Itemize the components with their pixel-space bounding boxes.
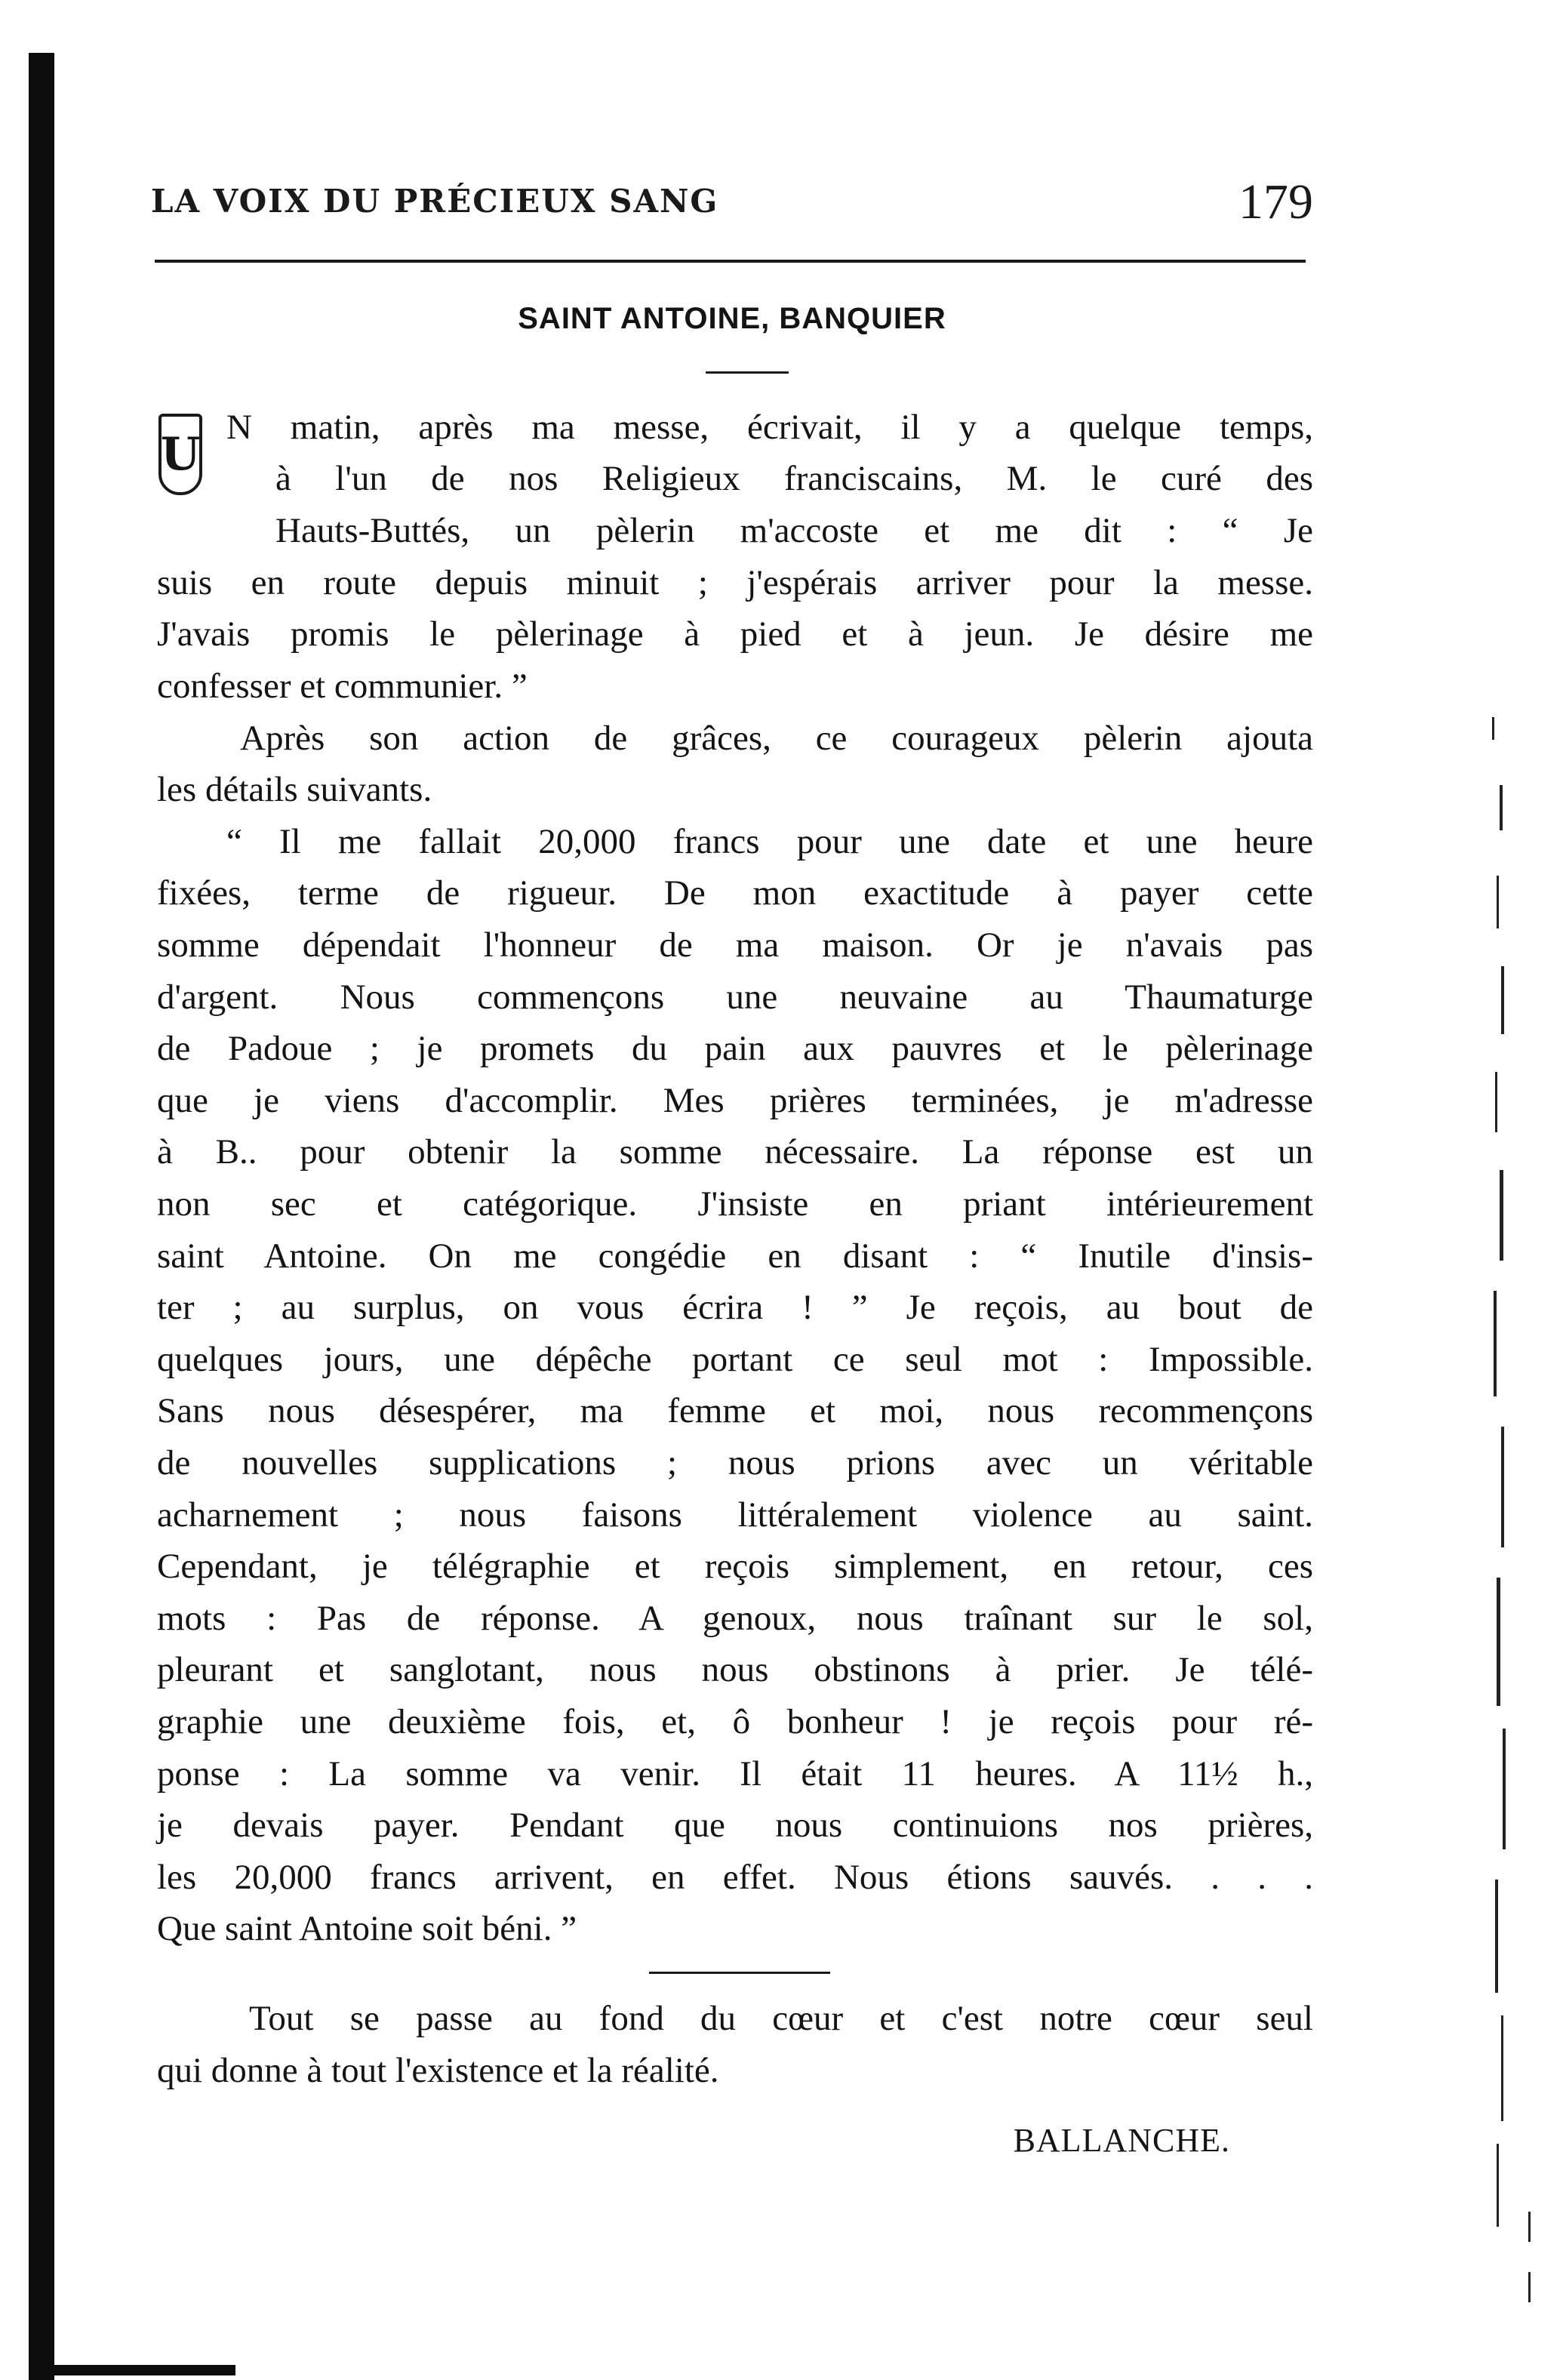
text-line: graphie une deuxième fois, et, ô bonheur ! je reçois pour ré- (157, 1702, 1313, 1741)
text-line: confesser et communier. ” (157, 667, 528, 706)
quote-author: BALLANCHE. (1013, 2122, 1230, 2159)
page-number: 179 (1238, 174, 1313, 229)
text-line: pleurant et sanglotant, nous nous obstinons à prier. Je télé- (157, 1650, 1313, 1689)
text-line: N matin, après ma messe, écrivait, il y a quelque temps, (226, 408, 1313, 447)
text-line: que je viens d'accomplir. Mes prières terminées, je m'adresse (157, 1081, 1313, 1120)
text-line: fixées, terme de rigueur. De mon exactitude à payer cette (157, 873, 1313, 913)
text-line: Hauts-Buttés, un pèlerin m'accoste et me dit : “ Je (275, 511, 1313, 550)
text-line: Après son action de grâces, ce courageux pèlerin ajouta (240, 719, 1313, 758)
text-line: J'avais promis le pèlerinage à pied et à jeun. Je désire me (157, 614, 1313, 654)
text-line: “ Il me fallait 20,000 francs pour une date et une heure (226, 822, 1313, 861)
section-rule (649, 1972, 830, 1974)
header-rule (155, 260, 1306, 263)
title-rule (706, 371, 789, 374)
text-line: suis en route depuis minuit ; j'espérais arriver pour la messe. (157, 563, 1313, 602)
text-line: quelques jours, une dépêche portant ce seul mot : Impossible. (157, 1340, 1313, 1379)
running-header (151, 174, 1313, 234)
quote-line: Tout se passe au fond du cœur et c'est notre cœur seul (249, 1999, 1313, 2038)
text-line: Que saint Antoine soit béni. ” (157, 1909, 577, 1948)
page-edge-specks (1483, 717, 1543, 2325)
article-title: SAINT ANTOINE, BANQUIER (518, 302, 946, 335)
text-line: d'argent. Nous commençons une neuvaine au Thaumaturge (157, 978, 1313, 1017)
text-line: ponse : La somme va venir. Il était 11 heures. A 11½ h., (157, 1754, 1313, 1793)
text-line: je devais payer. Pendant que nous continuions nos prières, (157, 1806, 1313, 1845)
text-line: à l'un de nos Religieux franciscains, M. le curé des (275, 459, 1313, 498)
page-binding-foot (54, 2365, 235, 2375)
text-line: somme dépendait l'honneur de ma maison. Or je n'avais pas (157, 925, 1313, 965)
text-line: de Padoue ; je promets du pain aux pauvres et le pèlerinage (157, 1029, 1313, 1068)
text-line: les détails suivants. (157, 770, 432, 809)
text-line: acharnement ; nous faisons littéralement violence au saint. (157, 1495, 1313, 1535)
text-line: mots : Pas de réponse. A genoux, nous traînant sur le sol, (157, 1599, 1313, 1638)
text-line: à B.. pour obtenir la somme nécessaire. La réponse est un (157, 1132, 1313, 1172)
text-line: ter ; au surplus, on vous écrira ! ” Je reçois, au bout de (157, 1288, 1313, 1327)
running-title: LA VOIX DU PRÉCIEUX SANG (151, 183, 719, 220)
quote-line: qui donne à tout l'existence et la réalité. (157, 2051, 719, 2090)
text-line: Sans nous désespérer, ma femme et moi, nous recommençons (157, 1391, 1313, 1430)
text-line: non sec et catégorique. J'insiste en priant intérieurement (157, 1184, 1313, 1224)
text-line: de nouvelles supplications ; nous prions avec un véritable (157, 1443, 1313, 1482)
page-binding-edge (29, 53, 54, 2380)
text-line: Cependant, je télégraphie et reçois simplement, en retour, ces (157, 1547, 1313, 1586)
text-line: les 20,000 francs arrivent, en effet. Nous étions sauvés. . . . (157, 1858, 1313, 1897)
drop-cap: U (158, 414, 202, 495)
text-line: saint Antoine. On me congédie en disant : “ Inutile d'insis- (157, 1236, 1313, 1276)
